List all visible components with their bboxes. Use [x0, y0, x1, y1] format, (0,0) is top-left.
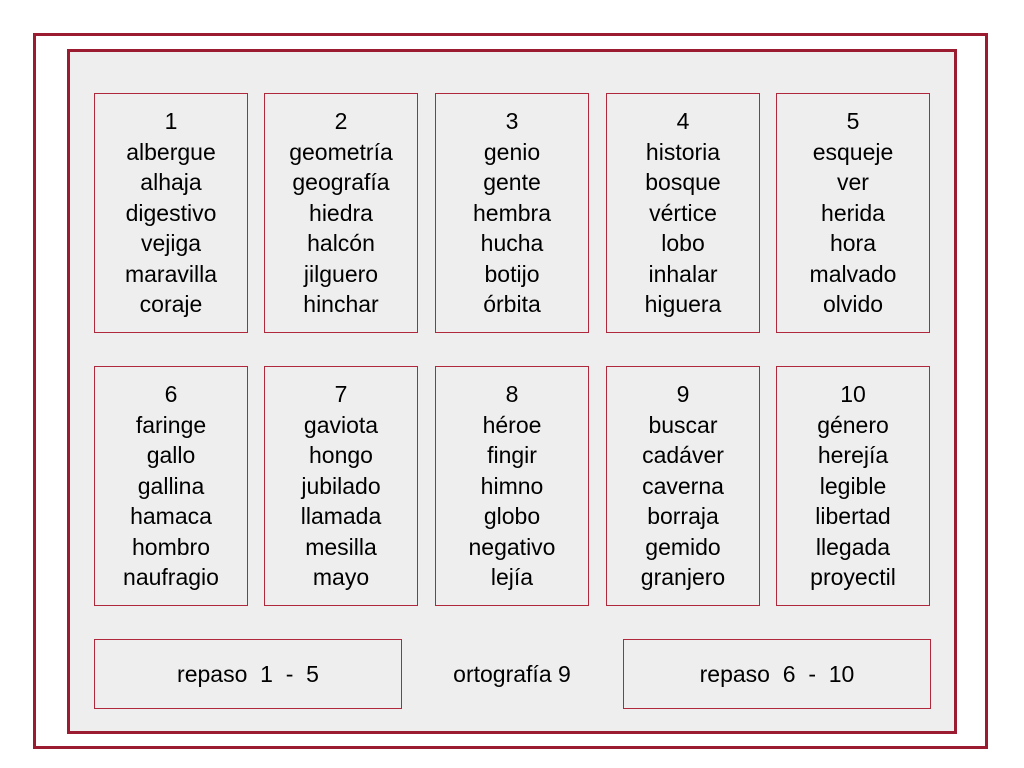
card-word: legible [819, 472, 887, 499]
card-word: albergue [126, 138, 216, 165]
card-word: hongo [309, 442, 373, 469]
card-word: gemido [645, 533, 721, 560]
card-3[interactable] [435, 93, 589, 333]
card-word: hamaca [130, 503, 212, 530]
card-number: 8 [505, 380, 519, 407]
card-number: 6 [164, 380, 178, 407]
card-word: lejía [490, 564, 534, 591]
card-word: mayo [312, 564, 370, 591]
card-word: gallina [137, 472, 205, 499]
review-1-5-button[interactable]: repaso 1 - 5 [94, 639, 402, 709]
card-word: borraja [647, 503, 719, 530]
card-word: esqueje [812, 138, 894, 165]
card-word: llamada [300, 503, 382, 530]
card-word: naufragio [123, 564, 219, 591]
card-word: malvado [809, 260, 897, 287]
card-word: higuera [644, 291, 722, 318]
card-4[interactable] [606, 93, 760, 333]
card-word: fingir [487, 442, 537, 469]
review-6-10-button[interactable]: repaso 6 - 10 [623, 639, 931, 709]
card-word: genio [483, 138, 541, 165]
card-word: caverna [642, 472, 724, 499]
card-word: género [817, 411, 889, 438]
card-word: bosque [645, 169, 721, 196]
card-number: 10 [840, 380, 866, 407]
card-word: geometría [289, 138, 393, 165]
card-1[interactable] [94, 93, 248, 333]
card-word: buscar [648, 411, 718, 438]
card-word: llegada [815, 533, 891, 560]
card-number: 4 [676, 107, 690, 134]
card-word: vejiga [140, 230, 202, 257]
card-word: jilguero [303, 260, 379, 287]
card-word: jubilado [301, 472, 381, 499]
card-word: maravilla [124, 260, 218, 287]
card-word: granjero [640, 564, 726, 591]
card-word: herida [821, 199, 885, 226]
card-word: vértice [649, 199, 717, 226]
card-word: gallo [146, 442, 196, 469]
card-word: ver [837, 169, 869, 196]
card-2[interactable] [264, 93, 418, 333]
card-10[interactable] [776, 366, 930, 606]
card-word: lobo [661, 230, 705, 257]
card-word: historia [645, 138, 721, 165]
card-9[interactable] [606, 366, 760, 606]
card-word: hucha [480, 230, 544, 257]
card-word: hora [829, 230, 877, 257]
card-number: 1 [164, 107, 178, 134]
card-5[interactable] [776, 93, 930, 333]
card-number: 3 [505, 107, 519, 134]
card-word: gente [483, 169, 541, 196]
card-word: hombro [132, 533, 210, 560]
card-word: himno [480, 472, 544, 499]
card-word: negativo [468, 533, 556, 560]
card-word: héroe [482, 411, 542, 438]
card-word: mesilla [305, 533, 377, 560]
card-word: libertad [815, 503, 891, 530]
card-word: hiedra [309, 199, 373, 226]
card-word: halcón [307, 230, 375, 257]
card-word: coraje [139, 291, 203, 318]
card-word: hinchar [303, 291, 379, 318]
card-word: globo [483, 503, 541, 530]
card-word: gaviota [303, 411, 379, 438]
card-number: 7 [334, 380, 348, 407]
card-number: 9 [676, 380, 690, 407]
card-word: olvido [822, 291, 884, 318]
card-word: cadáver [642, 442, 724, 469]
card-6[interactable] [94, 366, 248, 606]
card-word: inhalar [648, 260, 718, 287]
page-title: ortografía 9 [453, 660, 571, 687]
card-number: 5 [846, 107, 860, 134]
card-8[interactable] [435, 366, 589, 606]
card-word: órbita [483, 291, 541, 318]
card-number: 2 [334, 107, 348, 134]
card-word: digestivo [125, 199, 217, 226]
card-word: faringe [135, 411, 207, 438]
card-7[interactable] [264, 366, 418, 606]
card-word: proyectil [810, 564, 896, 591]
card-word: alhaja [140, 169, 202, 196]
card-word: geografía [292, 169, 390, 196]
card-word: herejía [817, 442, 889, 469]
card-word: hembra [473, 199, 551, 226]
card-word: botijo [484, 260, 540, 287]
